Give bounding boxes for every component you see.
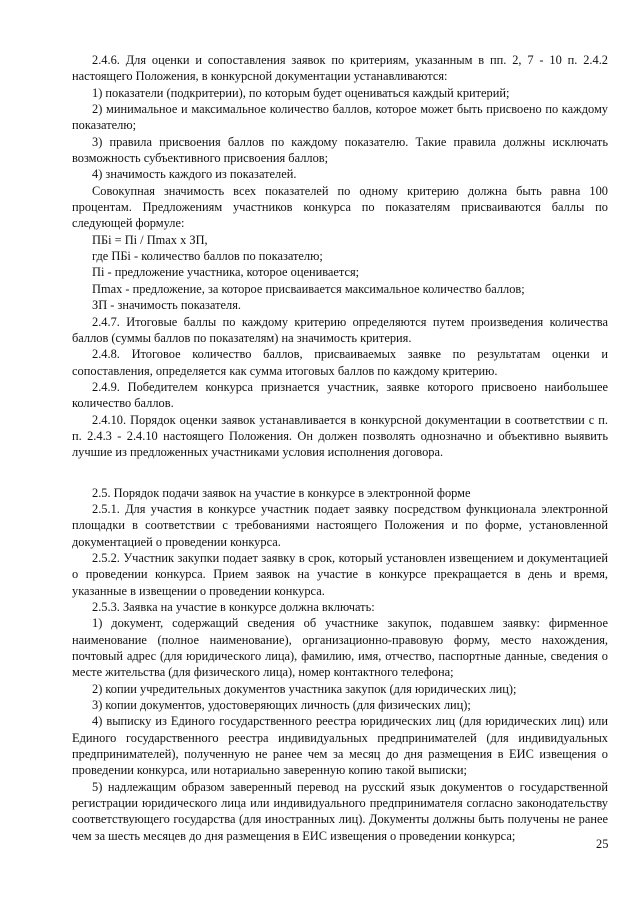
list-item: 1) документ, содержащий сведения об участнике закупок, подавшем заявку: фирменное наименование (полное наименование), организационно-правовую форму, место нахождения, почтовый адрес (для юридического лица), фамилию, имя, отчество, паспортные данные, сведения о месте жительства (для физического лица), номер контактного телефона; [72,616,608,680]
list-item: 4) значимость каждого из показателей. [92,167,297,182]
section-2-5-heading: 2.5. Порядок подачи заявок на участие в конкурсе в электронной форме [92,485,471,500]
formula-line: ЗП - значимость показателя. [92,298,242,313]
paragraph-2-4-6: 2.4.6. Для оценки и сопоставления заявок по критериям, указанным в пп. 2, 7 - 10 п. 2.4.2 настоящего Положения, в конкурсной документации устанавливаются: [72,53,608,84]
paragraph-2-5-1: 2.5.1. Для участия в конкурсе участник подает заявку посредством функционала электронной площадки в соответствии с требованиями настоящего Положения и по форме, установленной документацией о проведении конкурса. [72,501,608,549]
paragraph-2-4-10: 2.4.10. Порядок оценки заявок устанавливается в конкурсной документации в соответствии с п. п. 2.4.3 - 2.4.10 настоящего Положения. Он должен позволять однозначно и объективно выявить лучшие из предложенных участниками условия исполнения договора. [72,412,608,460]
list-item: 3) правила присвоения баллов по каждому показателю. Такие правила должны исключать возможность субъективного присвоения баллов; [72,134,608,166]
document-page [72,52,608,844]
list-item: 4) выписку из Единого государственного реестра юридических лиц (для юридических лиц) или Единого государственного реестра индивидуальных предпринимателей (для индивидуальных предпринимателей), полученную не ранее чем за месяц до дня размещения в ЕИС извещения о проведении конкурса, или нотариально заверенную копию такой выписки; [72,714,608,778]
paragraph-2-5-2: 2.5.2. Участник закупки подает заявку в срок, который установлен извещением и документацией о проведении конкурса. Прием заявок на участие в конкурсе прекращается в день и время, указанные в извещении о проведении конкурса. [72,550,608,598]
formula-line: ПБi = Пi / Пmax x ЗП, [92,232,208,247]
page-number: 25 [596,837,609,851]
formula-line: где ПБi - количество баллов по показателю; [92,249,323,264]
formula-line: Пi - предложение участника, которое оценивается; [92,265,360,280]
list-item: 2) минимальное и максимальное количество баллов, которое может быть присвоено по каждому показателю; [72,102,608,133]
list-item: 2) копии учредительных документов участника закупок (для юридических лиц); [92,681,517,696]
paragraph-2-4-9: 2.4.9. Победителем конкурса признается участник, заявке которого присвоено наибольшее количество баллов. [72,379,608,411]
formula-line: Пmax - предложение, за которое присваивается максимальное количество баллов; [92,281,525,296]
list-item: 1) показатели (подкритерии), по которым будет оцениваться каждый критерий; [92,85,510,100]
paragraph-2-4-8: 2.4.8. Итоговое количество баллов, присваиваемых заявке по результатам оценки и сопоставления, определяется как сумма итоговых баллов по каждому критерию. [72,347,608,378]
paragraph-2-5-3: 2.5.3. Заявка на участие в конкурсе должна включать: [92,600,375,614]
list-item: 5) надлежащим образом заверенный перевод на русский язык документов о государственной регистрации юридического лица или индивидуального предпринимателя согласно законодательству соответствующего государства (для иностранных лиц). Документы должны быть получены не ранее чем за шесть месяцев до дня размещения в ЕИС извещения о проведении конкурса; [72,779,608,843]
list-item: 3) копии документов, удостоверяющих личность (для физических лиц); [92,698,471,713]
significance-paragraph: Совокупная значимость всех показателей по одному критерию должна быть равна 100 процентам. Предложениям участников конкурса по показателям присваиваются баллы по следующей формуле: [72,183,608,231]
section-spacer [72,461,608,485]
paragraph-2-4-7: 2.4.7. Итоговые баллы по каждому критерию определяются путем произведения количества баллов (суммы баллов по показателям) на значимость критерия. [72,314,608,345]
